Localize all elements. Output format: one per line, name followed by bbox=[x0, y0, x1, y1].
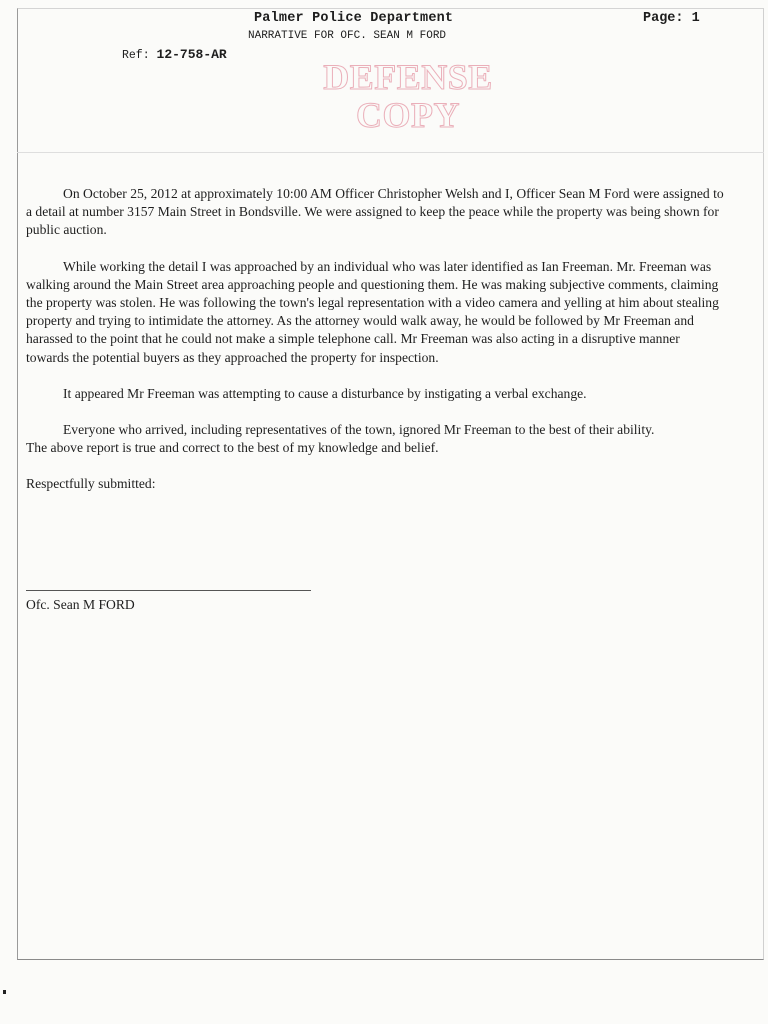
defense-copy-stamp bbox=[318, 58, 498, 134]
narrative-paragraph-2: While working the detail I was approached by an individual who was later identified as Ian Freeman. Mr. Freeman was walking around the Main Street area approaching people and questioning them. He was making subjective comments, claiming the property was stolen. He was following the town's legal representation with a video camera and yelling at him about stealing property and trying to intimidate the attorney. As the attorney would walk away, he would be followed by Mr Freeman and harassed to the point that he could not make a simple telephone call. Mr Freeman was also acting in a disruptive manner towards the potential buyers as they approached the property for inspection. bbox=[26, 258, 719, 365]
closing-line: Respectfully submitted: bbox=[26, 476, 156, 492]
reference-number: 12-758-AR bbox=[156, 47, 227, 62]
scan-mark bbox=[3, 990, 6, 994]
narrative-paragraph-1: On October 25, 2012 at approximately 10:00 AM Officer Christopher Welsh and I, Officer Sean M Ford were assigned to a detail at number 3157 Main Street in Bondsville. We were assigned to keep the peace while the property was being shown for public auction. bbox=[26, 186, 724, 238]
stamp-line-2: COPY bbox=[356, 95, 460, 135]
signature-line bbox=[26, 590, 311, 591]
stamp-line-1: DEFENSE bbox=[323, 57, 493, 97]
officer-name: Ofc. Sean M FORD bbox=[26, 597, 135, 612]
narrative-paragraph-3: It appeared Mr Freeman was attempting to cause a disturbance by instigating a verbal exchange. bbox=[63, 385, 587, 401]
narrative-body bbox=[26, 185, 726, 494]
narrative-title: NARRATIVE FOR OFC. SEAN M FORD bbox=[248, 30, 447, 42]
certification-statement: The above report is true and correct to the best of my knowledge and belief. bbox=[26, 440, 439, 456]
page-number: Page: 1 bbox=[643, 11, 700, 26]
reference-line bbox=[122, 47, 227, 62]
reference-label: Ref: bbox=[122, 49, 150, 62]
header-divider bbox=[17, 152, 764, 153]
narrative-paragraph-4: Everyone who arrived, including representatives of the town, ignored Mr Freeman to the best of their ability. bbox=[63, 422, 655, 438]
department-title: Palmer Police Department bbox=[254, 11, 454, 26]
